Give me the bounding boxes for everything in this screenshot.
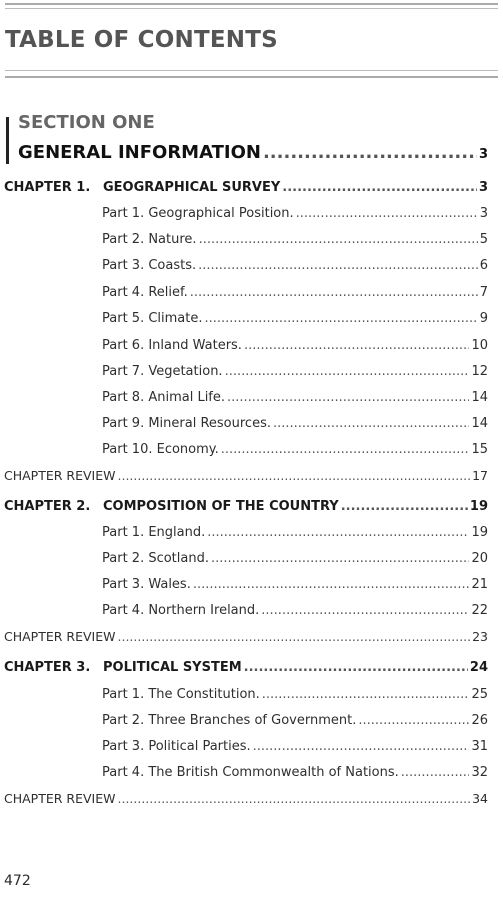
chapter-number: CHAPTER 3.: [4, 660, 91, 675]
part-label: Part 5. Climate.: [102, 311, 203, 326]
part-label: Part 2. Three Branches of Government.: [102, 713, 357, 728]
dot-leader: [207, 525, 469, 540]
chapter-number: CHAPTER 2.: [4, 499, 91, 514]
dot-leader: [263, 142, 477, 163]
part-entry[interactable]: [102, 713, 488, 728]
chapter-review-entry[interactable]: [4, 791, 488, 806]
page-number: 472: [4, 873, 31, 889]
part-label: Part 4. The British Commonwealth of Nations.: [102, 765, 399, 780]
part-entry[interactable]: [102, 206, 488, 221]
part-label: Part 3. Political Parties.: [102, 739, 251, 754]
chapter-entry[interactable]: [4, 660, 488, 675]
top-rule-outer: [5, 3, 498, 5]
part-page: 9: [479, 311, 488, 326]
part-label: Part 8. Animal Life.: [102, 390, 226, 405]
part-label: Part 10. Economy.: [102, 442, 219, 457]
review-page: 23: [472, 629, 488, 644]
part-entry[interactable]: [102, 551, 488, 566]
chapter-title: GEOGRAPHICAL SURVEY: [103, 180, 281, 195]
chapter-number: CHAPTER 1.: [4, 180, 91, 195]
dot-leader: [261, 603, 469, 618]
part-label: Part 2. Nature.: [102, 232, 197, 247]
part-label: Part 1. The Constitution.: [102, 687, 260, 702]
dot-leader: [193, 577, 470, 592]
section-marker-bar: [6, 117, 9, 164]
part-page: 31: [471, 739, 488, 754]
part-label: Part 2. Scotland.: [102, 551, 209, 566]
part-entry[interactable]: [102, 364, 488, 379]
chapter-title: COMPOSITION OF THE COUNTRY: [103, 499, 339, 514]
chapter-page: 24: [469, 660, 488, 675]
part-page: 7: [479, 285, 488, 300]
chapter-heading: [4, 180, 280, 195]
dot-leader: [118, 468, 471, 483]
chapter-page: 3: [478, 180, 488, 195]
part-label: Part 1. Geographical Position.: [102, 206, 294, 221]
part-entry[interactable]: [102, 416, 488, 431]
review-page: 34: [472, 791, 488, 806]
part-page: 26: [471, 713, 488, 728]
part-page: 15: [471, 442, 488, 457]
part-page: 12: [471, 364, 488, 379]
part-entry[interactable]: [102, 442, 488, 457]
part-entry[interactable]: [102, 577, 488, 592]
part-page: 14: [471, 390, 488, 405]
chapter-entry[interactable]: [4, 499, 488, 514]
part-page: 22: [471, 603, 488, 618]
part-label: Part 4. Northern Ireland.: [102, 603, 260, 618]
dot-leader: [262, 687, 470, 702]
dot-leader: [225, 364, 470, 379]
part-entry[interactable]: [102, 739, 488, 754]
part-label: Part 7. Vegetation.: [102, 364, 223, 379]
part-page: 19: [471, 525, 488, 540]
dot-leader: [358, 713, 469, 728]
chapter-title: POLITICAL SYSTEM: [103, 660, 242, 675]
part-label: Part 9. Mineral Resources.: [102, 416, 271, 431]
dot-leader: [296, 206, 478, 221]
part-entry[interactable]: [102, 311, 488, 326]
part-page: 32: [471, 765, 488, 780]
part-label: Part 3. Coasts.: [102, 258, 197, 273]
section-title-entry[interactable]: [18, 142, 488, 163]
part-page: 3: [479, 206, 488, 221]
part-entry[interactable]: [102, 687, 488, 702]
part-entry[interactable]: [102, 765, 488, 780]
part-page: 21: [471, 577, 488, 592]
dot-leader: [118, 791, 471, 806]
review-label: CHAPTER REVIEW: [4, 468, 116, 483]
dot-leader: [199, 232, 478, 247]
section-label: SECTION ONE: [18, 112, 155, 133]
dot-leader: [253, 739, 470, 754]
dot-leader: [211, 551, 469, 566]
title-rule-upper: [5, 70, 498, 71]
part-page: 5: [479, 232, 488, 247]
part-entry[interactable]: [102, 525, 488, 540]
part-entry[interactable]: [102, 258, 488, 273]
chapter-heading: [4, 660, 242, 675]
dot-leader: [198, 258, 478, 273]
dot-leader: [118, 629, 471, 644]
dot-leader: [341, 499, 468, 514]
chapter-heading: [4, 499, 339, 514]
dot-leader: [244, 660, 468, 675]
review-label: CHAPTER REVIEW: [4, 791, 116, 806]
title-rule-lower: [5, 76, 498, 78]
part-label: Part 4. Relief.: [102, 285, 188, 300]
part-entry[interactable]: [102, 285, 488, 300]
dot-leader: [244, 338, 470, 353]
dot-leader: [401, 765, 470, 780]
dot-leader: [221, 442, 470, 457]
dot-leader: [273, 416, 469, 431]
part-page: 25: [471, 687, 488, 702]
top-rule-inner: [5, 8, 498, 9]
chapter-entry[interactable]: [4, 180, 488, 195]
section-page: 3: [478, 147, 488, 162]
dot-leader: [227, 390, 469, 405]
section-title: GENERAL INFORMATION: [18, 142, 261, 163]
dot-leader: [282, 180, 477, 195]
chapter-review-entry[interactable]: [4, 468, 488, 483]
part-label: Part 6. Inland Waters.: [102, 338, 242, 353]
review-page: 17: [472, 468, 488, 483]
chapter-review-entry[interactable]: [4, 629, 488, 644]
part-entry[interactable]: [102, 390, 488, 405]
chapter-page: 19: [469, 499, 488, 514]
review-label: CHAPTER REVIEW: [4, 629, 116, 644]
dot-leader: [205, 311, 478, 326]
part-entry[interactable]: [102, 338, 488, 353]
page-title: TABLE OF CONTENTS: [5, 27, 278, 53]
part-page: 10: [471, 338, 488, 353]
part-page: 20: [471, 551, 488, 566]
part-label: Part 3. Wales.: [102, 577, 191, 592]
part-page: 6: [479, 258, 488, 273]
part-label: Part 1. England.: [102, 525, 206, 540]
dot-leader: [190, 285, 478, 300]
part-entry[interactable]: [102, 603, 488, 618]
part-page: 14: [471, 416, 488, 431]
part-entry[interactable]: [102, 232, 488, 247]
